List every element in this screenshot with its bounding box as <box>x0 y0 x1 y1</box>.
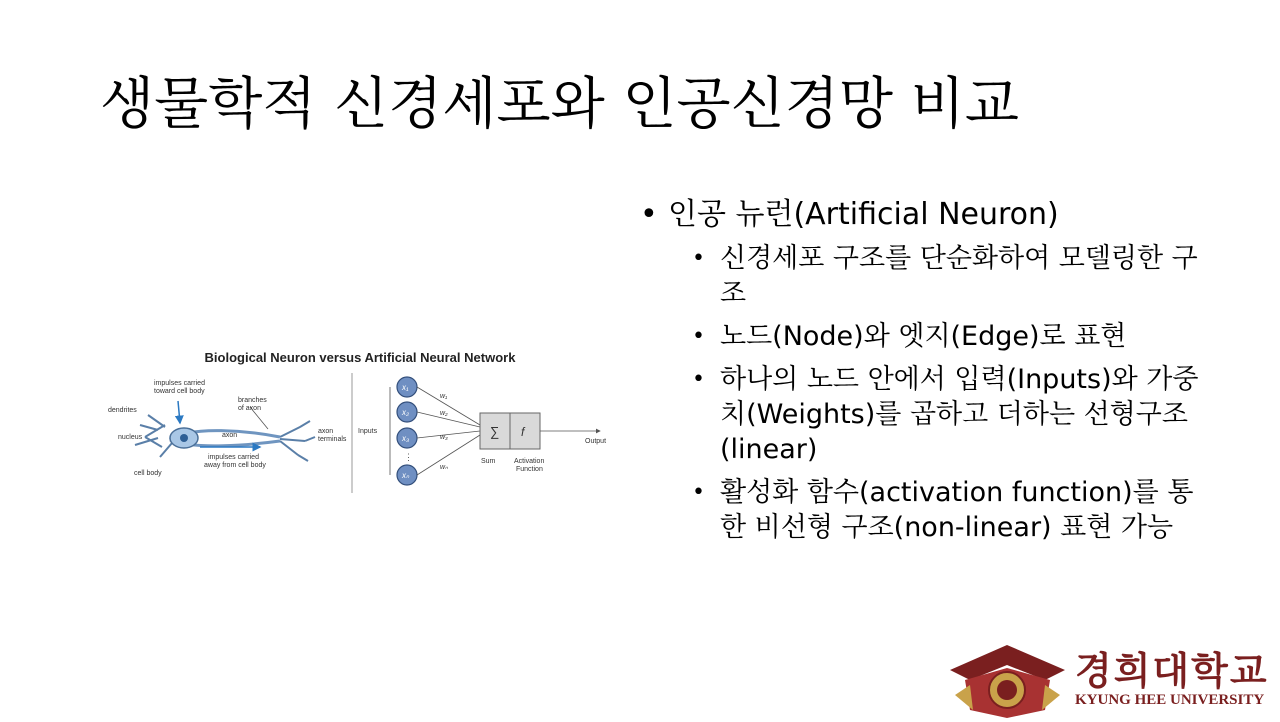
svg-text:w₂: w₂ <box>440 410 448 417</box>
svg-text:Sum: Sum <box>481 458 496 465</box>
svg-text:branches: branches <box>238 397 267 404</box>
svg-text:x₁: x₁ <box>402 383 409 392</box>
university-logo <box>945 640 1270 718</box>
svg-text:⋮: ⋮ <box>404 452 413 462</box>
svg-text:toward cell body: toward cell body <box>154 388 205 395</box>
svg-text:x₂: x₂ <box>402 408 410 417</box>
svg-text:Inputs: Inputs <box>358 428 378 435</box>
kyunghee-emblem-icon <box>945 640 1070 718</box>
neuron-comparison-figure <box>100 345 620 495</box>
svg-text:impulses carried: impulses carried <box>208 454 259 461</box>
sub-bullet-4: • 활성화 함수(activation function)를 통한 비선형 구조(non-linear) 표현 가능 <box>692 475 1200 545</box>
nucleus-shape <box>180 434 188 442</box>
svg-text:terminals: terminals <box>318 436 347 443</box>
sub-bullet-2: • 노드(Node)와 엣지(Edge)로 표현 <box>692 319 1200 354</box>
artificial-neuron <box>358 377 606 485</box>
bullet-list <box>640 195 1200 553</box>
svg-text:of axon: of axon <box>238 405 261 412</box>
svg-text:away from cell body: away from cell body <box>204 462 266 469</box>
svg-text:Activation: Activation <box>514 458 545 465</box>
svg-text:x₃: x₃ <box>402 434 410 443</box>
svg-text:axon: axon <box>222 432 238 439</box>
logo-subtitle: KYUNG HEE UNIVERSITY <box>1075 692 1265 708</box>
figure-title: Biological Neuron versus Artificial Neural Network <box>204 350 516 365</box>
logo-name: 경희대학교 <box>1075 649 1269 693</box>
svg-text:wₙ: wₙ <box>440 464 448 471</box>
svg-text:cell body: cell body <box>134 470 162 477</box>
svg-text:nucleus: nucleus <box>118 434 143 441</box>
svg-text:xₙ: xₙ <box>402 471 410 480</box>
svg-text:impulses carried: impulses carried <box>154 380 205 387</box>
svg-text:w₃: w₃ <box>440 434 448 441</box>
bullet-main: • 인공 뉴런(Artificial Neuron) <box>640 195 1200 235</box>
svg-text:Function: Function <box>516 466 543 473</box>
svg-text:∑: ∑ <box>490 424 500 439</box>
sub-bullet-3: • 하나의 노드 안에서 입력(Inputs)와 가중치(Weights)를 곱하고 더하는 선형구조(linear) <box>692 362 1200 467</box>
svg-text:Output: Output <box>585 438 607 445</box>
biological-neuron <box>108 380 347 477</box>
svg-text:axon: axon <box>318 428 334 435</box>
svg-text:f: f <box>521 425 525 439</box>
neuron-diagram <box>100 345 620 495</box>
sub-bullet-1: • 신경세포 구조를 단순화하여 모델링한 구조 <box>692 241 1200 311</box>
slide-title: 생물학적 신경세포와 인공신경망 비교 <box>100 72 1019 137</box>
svg-text:dendrites: dendrites <box>108 407 137 414</box>
svg-text:w₁: w₁ <box>440 393 448 400</box>
